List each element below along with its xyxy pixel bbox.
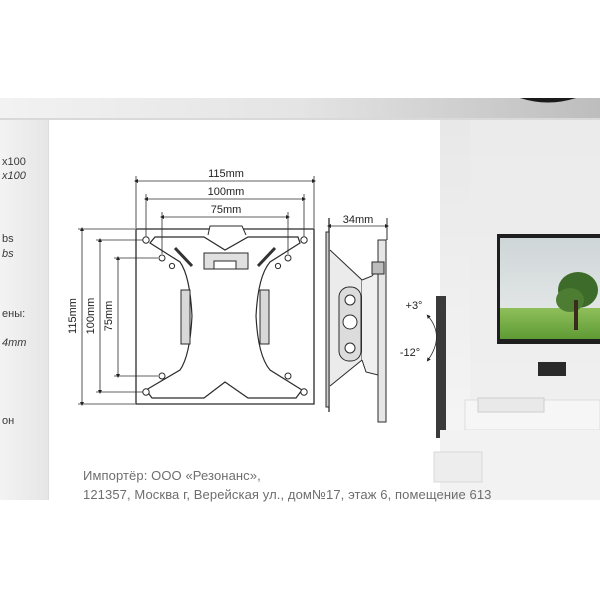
tilt-up-label: +3° [405, 300, 423, 312]
left-text-2: x100 [2, 170, 26, 182]
importer-line-1: Импортёр: ООО «Резонанс», [83, 468, 261, 483]
left-text-3: bs [2, 233, 14, 245]
left-text-1: x100 [2, 156, 26, 168]
height-outer-label: 115mm [67, 298, 79, 334]
width-mid-label: 100mm [207, 186, 245, 198]
height-mid-label: 100mm [85, 297, 97, 335]
width-outer-label: 115mm [208, 168, 244, 180]
left-text-5: ены: [2, 308, 26, 320]
left-text-6: 4mm [2, 337, 27, 349]
left-text-7: он [2, 415, 15, 427]
importer-line-2: 121357, Москва г, Верейская ул., дом№17, этаж 6, помещение 613 [83, 487, 492, 502]
width-inner-label: 75mm [210, 204, 242, 216]
depth-label: 34mm [342, 214, 374, 226]
tilt-down-label: -12° [399, 347, 421, 359]
height-inner-label: 75mm [103, 300, 115, 332]
left-text-4: bs [2, 248, 14, 260]
